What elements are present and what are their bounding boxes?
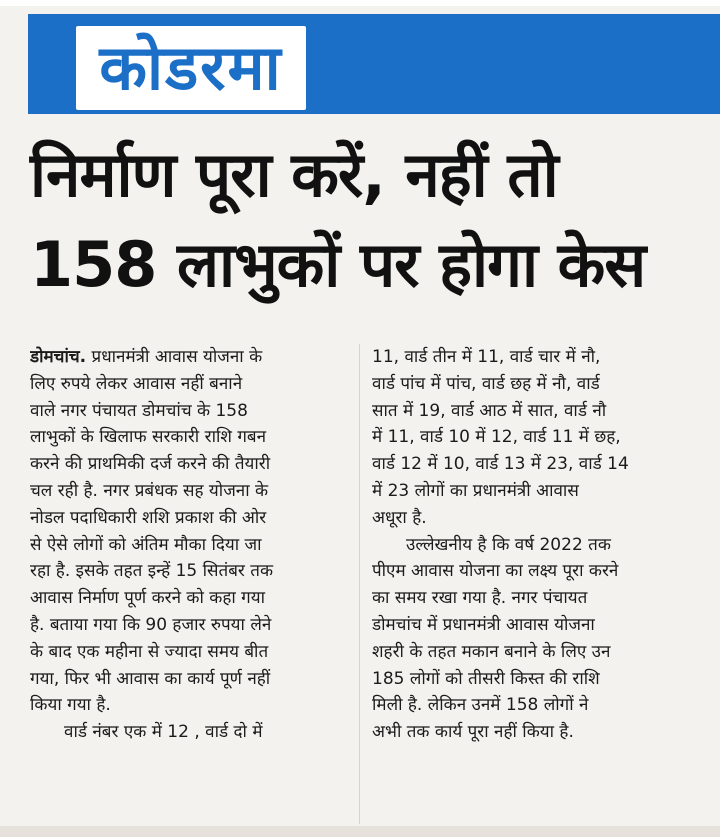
column-divider	[359, 344, 360, 824]
article-line	[30, 478, 348, 505]
article-line	[30, 612, 348, 639]
article-line	[30, 666, 348, 693]
headline-line-2: 158 लाभुकों पर होगा केस	[30, 228, 646, 301]
article-line	[372, 612, 690, 639]
article-line-text: का समय रखा गया है. नगर पंचायत	[372, 588, 588, 609]
article-line	[372, 532, 690, 559]
article-line-text: नोडल पदाधिकारी शशि प्रकाश की ओर	[30, 507, 267, 528]
article-line-text: गया, फिर भी आवास का कार्य पूर्ण नहीं	[30, 668, 271, 689]
article-line	[30, 639, 348, 666]
article-column-2	[372, 344, 690, 746]
article-line	[30, 532, 348, 559]
article-line-text: डोमचांच में प्रधानमंत्री आवास योजना	[372, 614, 595, 635]
article-line-text: में 11, वार्ड 10 में 12, वार्ड 11 में छह,	[372, 427, 621, 448]
article-line	[30, 371, 348, 398]
article-line	[372, 558, 690, 585]
dateline: डोमचांच.	[30, 347, 87, 367]
article-line-text: 185 लोगों को तीसरी किस्त की राशि	[372, 668, 600, 689]
article-line-text: है. बताया गया कि 90 हजार रुपया लेने	[30, 614, 272, 635]
article-line	[372, 371, 690, 398]
article-line-text: वार्ड नंबर एक में 12 , वार्ड दो में	[30, 722, 263, 743]
article-line-text: रहा है. इसके तहत इन्हें 15 सितंबर तक	[30, 561, 274, 582]
article-line	[372, 585, 690, 612]
article-line	[30, 344, 348, 371]
headline-line-1: निर्माण पूरा करें, नहीं तो	[30, 138, 558, 211]
top-edge	[0, 0, 720, 6]
article-line	[30, 585, 348, 612]
article-line-text: 11, वार्ड तीन में 11, वार्ड चार में नौ,	[372, 347, 601, 367]
article-line-text: में 23 लोगों का प्रधानमंत्री आवास	[372, 480, 579, 501]
article-line-text: वार्ड पांच में पांच, वार्ड छह में नौ, वार्ड	[372, 373, 600, 394]
article-line	[372, 666, 690, 693]
article-line	[30, 558, 348, 585]
article-line	[372, 424, 690, 451]
article-line	[30, 451, 348, 478]
section-title: कोडरमा	[99, 31, 283, 104]
article-line	[30, 398, 348, 425]
article-line-text: मिली है. लेकिन उनमें 158 लोगों ने	[372, 695, 589, 716]
article-line	[372, 398, 690, 425]
article-line	[372, 719, 690, 746]
page-bottom-edge	[0, 826, 720, 837]
article-line-text: चल रही है. नगर प्रबंधक सह योजना के	[30, 480, 269, 501]
article-line	[30, 505, 348, 532]
article-line-text: से ऐसे लोगों को अंतिम मौका दिया जा	[30, 534, 262, 555]
article-line	[30, 719, 348, 746]
article-line-text: वाले नगर पंचायत डोमचांच के 158	[30, 400, 248, 421]
article-line	[30, 424, 348, 451]
article-line-text: के बाद एक महीना से ज्यादा समय बीत	[30, 641, 269, 662]
article-line-text: आवास निर्माण पूर्ण करने को कहा गया	[30, 588, 266, 609]
article-line-text: प्रधानमंत्री आवास योजना के	[91, 347, 263, 367]
article-line-text: करने की प्राथमिकी दर्ज करने की तैयारी	[30, 454, 271, 475]
article-line-text: लाभुकों के खिलाफ सरकारी राशि गबन	[30, 427, 267, 448]
article-line	[372, 344, 690, 371]
article-line-text: शहरी के तहत मकान बनाने के लिए उन	[372, 641, 611, 662]
article-line	[372, 451, 690, 478]
article-line-text: सात में 19, वार्ड आठ में सात, वार्ड नौ	[372, 400, 607, 421]
headline	[30, 130, 695, 310]
article-line-text: वार्ड 12 में 10, वार्ड 13 में 23, वार्ड 14	[372, 454, 629, 475]
article-line	[372, 505, 690, 532]
article-line-text: अधूरा है.	[372, 507, 427, 528]
article-line	[372, 639, 690, 666]
article-line	[372, 478, 690, 505]
section-label-box	[76, 26, 306, 110]
adjacent-article-edge	[700, 150, 720, 830]
article-line-text: पीएम आवास योजना का लक्ष्य पूरा करने	[372, 561, 619, 582]
article-line-text: किया गया है.	[30, 695, 111, 716]
section-banner	[28, 14, 720, 114]
article-line-text: लिए रुपये लेकर आवास नहीं बनाने	[30, 373, 243, 394]
article-line	[372, 692, 690, 719]
article-line	[30, 692, 348, 719]
article-line-text: अभी तक कार्य पूरा नहीं किया है.	[372, 722, 574, 743]
article-column-1	[30, 344, 348, 746]
article-line-text: उल्लेखनीय है कि वर्ष 2022 तक	[372, 534, 611, 555]
